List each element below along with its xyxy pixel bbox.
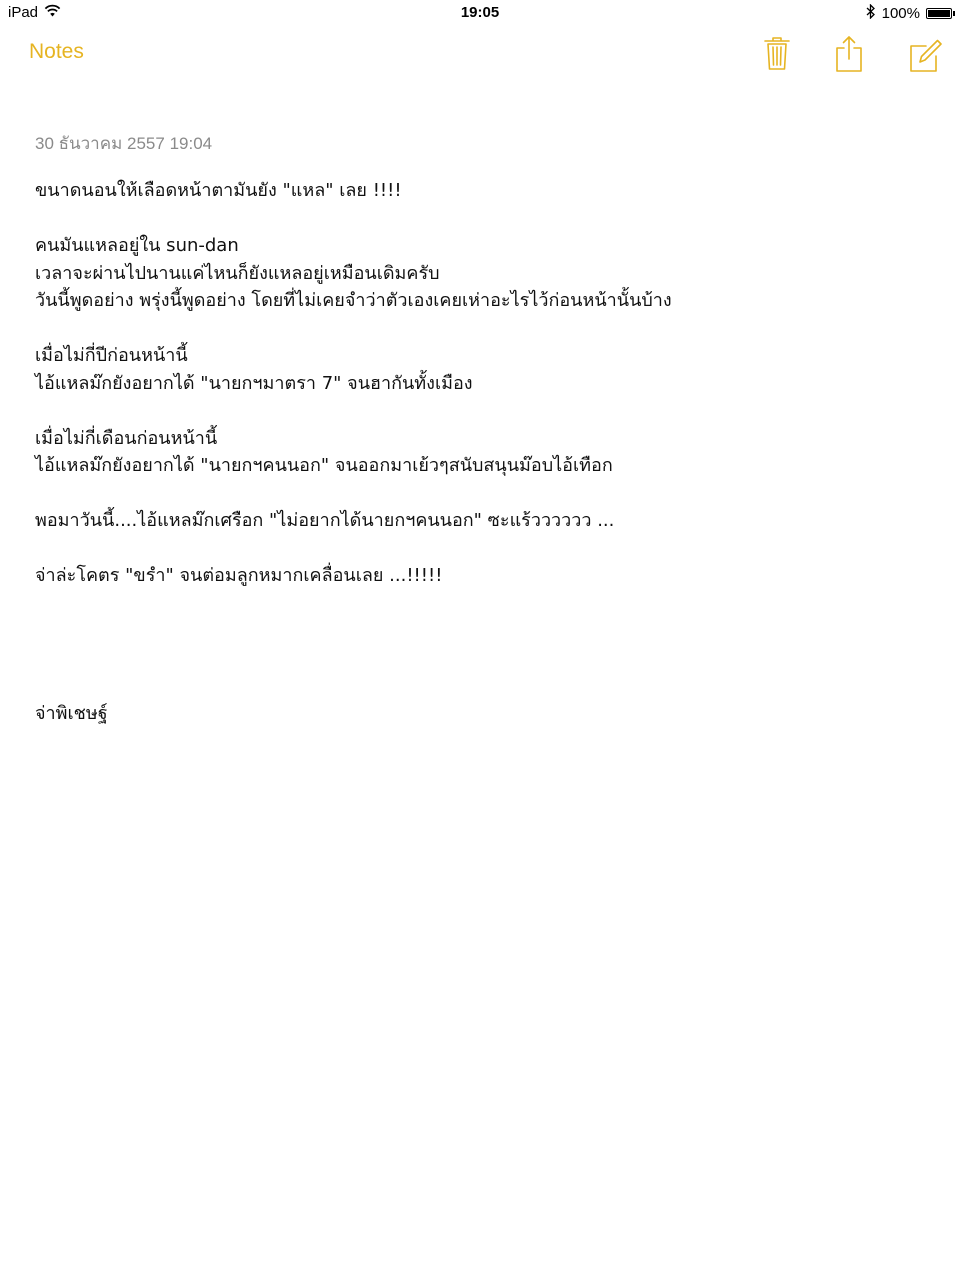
blank-line [35, 480, 925, 508]
clock: 19:05 [460, 4, 500, 21]
blank-line [35, 315, 925, 343]
note-line: เวลาจะผ่านไปนานแค่ไหนก็ยังแหลอยู่เหมือนเดิมครับ [35, 262, 440, 284]
blank-line [35, 535, 925, 563]
battery-icon [926, 8, 952, 19]
share-icon [831, 34, 867, 74]
note-body[interactable] [35, 177, 925, 590]
blank-line [35, 205, 925, 233]
battery-fill [928, 10, 950, 17]
trash-button[interactable] [759, 34, 795, 74]
trash-icon [759, 34, 795, 74]
status-right [866, 4, 952, 23]
note-signature: จ่าพิเชษฐ์ [35, 702, 108, 724]
note-line: พอมาวันนี้....ไอ้แหลม๊กเศรือก "ไม่อยากได้นายกฯคนนอก" ซะแร้วววววว ... [35, 510, 615, 531]
nav-bar [0, 26, 960, 82]
note-line: ขนาดนอนให้เลือดหน้าตามันยัง "แหล" เลย !!!! [35, 180, 402, 201]
note-date: 30 ธันวาคม 2557 19:04 [35, 134, 213, 153]
compose-icon [906, 34, 942, 74]
note [35, 130, 925, 727]
note-line: ไอ้แหลม๊กยังอยากได้ "นายกฯมาตรา 7" จนฮากันทั้งเมือง [35, 372, 473, 394]
status-bar [0, 0, 960, 26]
notes-back-button[interactable]: Notes [29, 40, 84, 63]
bluetooth-icon [866, 4, 876, 23]
device-name: iPad [8, 4, 39, 21]
share-button[interactable] [831, 34, 867, 74]
battery-percent: 100% [881, 5, 920, 22]
note-line: ไอ้แหลม๊กยังอยากได้ "นายกฯคนนอก" จนออกมาเย้วๆสนับสนุนม๊อบไอ้เทือก [35, 455, 613, 476]
compose-button[interactable] [906, 34, 942, 74]
note-line: เมื่อไม่กี่เดือนก่อนหน้านี้ [35, 427, 218, 449]
blank-line [35, 397, 925, 425]
note-line: คนมันแหลอยู่ใน sun-dan [35, 235, 239, 256]
note-line: วันนี้พูดอย่าง พรุ่งนี้พูดอย่าง โดยที่ไม่เคยจำว่าตัวเองเคยเห่าอะไรไว้ก่อนหน้านั้นบ้าง [35, 290, 672, 311]
note-line: เมื่อไม่กี่ปีก่อนหน้านี้ [35, 345, 188, 366]
note-line: จ่าล่ะโคตร "ขรำ" จนต่อมลูกหมากเคลื่อนเลย ...!!!!! [35, 565, 443, 586]
